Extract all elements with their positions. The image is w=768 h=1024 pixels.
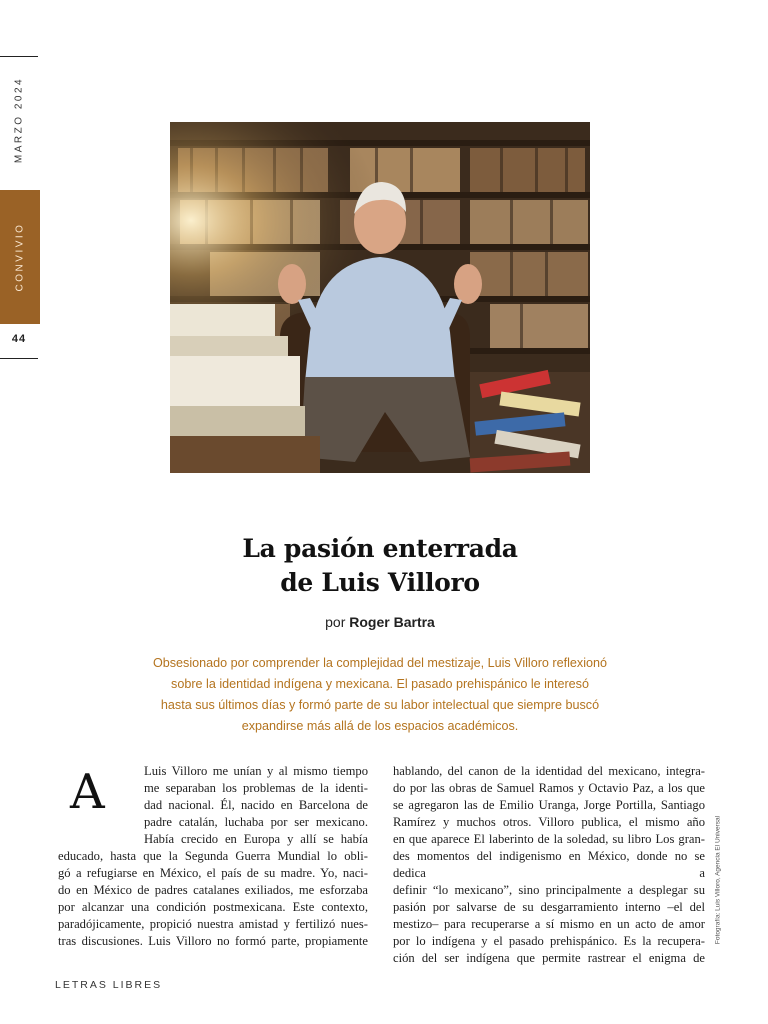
body-line: des momentos del indigenismo en México, donde no se dedica a [393, 849, 705, 880]
article-lede [140, 653, 620, 737]
body-line: mestizo– para recuperarse a sí mismo en un acto de amor [393, 917, 705, 931]
article-title-line: de Luis Villoro [280, 568, 480, 597]
author-name: Roger Bartra [349, 614, 435, 630]
article-title [110, 532, 650, 600]
photo-credit: Fotografía: Luis Villoro, Agencia El Universal [714, 815, 722, 945]
body-line: dad nacional. Él, nacido en Barcelona de [144, 798, 368, 812]
section-label: CONVIVIO [14, 222, 26, 292]
body-line: en que aparece El laberinto de la soledad, su libro Los gran- [393, 832, 705, 846]
byline [110, 614, 650, 630]
portrait-photo [170, 122, 590, 473]
lede-line: Obsesionado por comprender la complejidad del mestizaje, Luis Villoro reflexionó [152, 656, 608, 670]
body-line: por lo indígena y el pasado prehispánico. Es la recupera- [393, 934, 705, 948]
body-line: me separaban los problemas de la identi- [144, 781, 368, 795]
body-column-right [393, 763, 705, 967]
body-column-left [58, 763, 368, 950]
issue-date: MARZO 2024 [13, 76, 25, 164]
portrait-illustration [170, 122, 590, 473]
body-line: do por las obras de Samuel Ramos y Octavio Paz, a los que [393, 781, 705, 795]
section-tab [0, 190, 40, 324]
body-line: definir “lo mexicano”, sino principalmente a desplegar su [393, 883, 705, 897]
body-line: hablando, del canon de la identidad del mexicano, integra- [393, 764, 705, 778]
body-line: se agregaron las de Emilio Uranga, Jorge Portilla, Santiago [393, 798, 705, 812]
lede-line: expandirse más allá de los espacios académicos. [241, 719, 519, 733]
body-line: Ramírez y muchos otros. Villoro publica, el mismo año [393, 815, 705, 829]
body-line: tras discusiones. Luis Villoro no formó parte, propiamente [58, 934, 368, 948]
body-line: pasión por salvarse de su desgarramiento interno –el del [393, 900, 705, 914]
body-line: ción del ser indígena que permite rastrear el enigma de [393, 951, 705, 965]
lede-line: sobre la identidad indígena y mexicana. El pasado prehispánico le interesó [171, 677, 589, 691]
rail-top-rule [0, 56, 38, 57]
byline-prefix: por [325, 614, 346, 630]
body-line: por alcanzar una condición postmexicana. Este contexto, [58, 900, 368, 914]
body-line: Había crecido en Europa y allí se había [144, 832, 368, 846]
magazine-footer: LETRAS LIBRES [55, 979, 163, 991]
page-number: 44 [11, 333, 27, 345]
body-line: padre catalán, luchaba por ser mexicano. [144, 815, 368, 829]
article-title-line: La pasión enterrada [242, 534, 518, 563]
rail-bottom-rule [0, 358, 38, 359]
body-line: Luis Villoro me unían y al mismo tiempo [144, 764, 368, 778]
drop-cap: A [70, 764, 105, 820]
body-line: gó a refugiarse en México, el país de su madre. Yo, naci- [58, 866, 368, 880]
lede-line: hasta sus últimos días y formó parte de su labor intelectual que siempre buscó [160, 698, 600, 712]
body-line: do en México de padres catalanes exiliados, me esforzaba [58, 883, 368, 897]
body-line: paradójicamente, propició nuestra amistad y fertilizó nues- [58, 917, 368, 931]
body-line: educado, hasta que la Segunda Guerra Mundial lo obli- [58, 849, 368, 863]
